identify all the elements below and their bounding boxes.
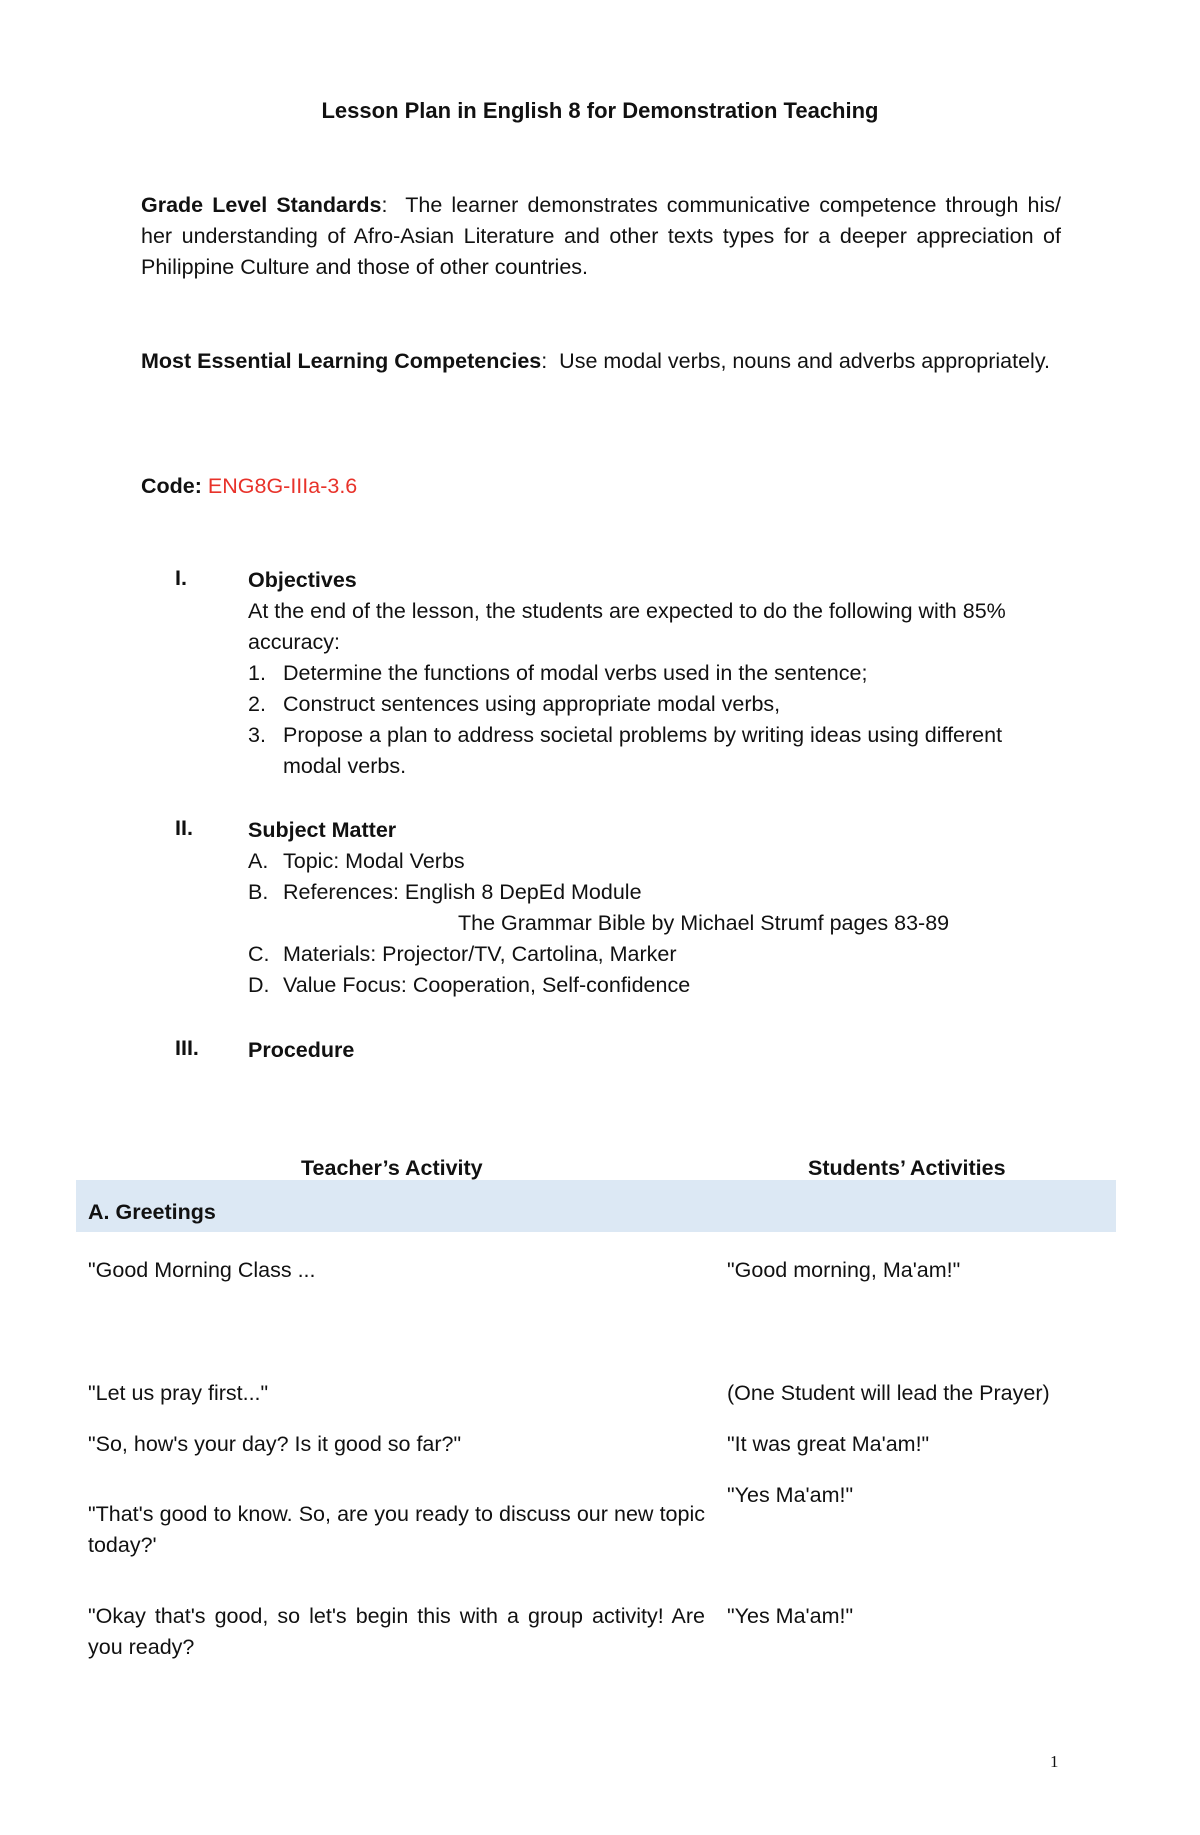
subject-matter-number: II.: [175, 816, 193, 840]
table-row-student: "Yes Ma'am!": [727, 1604, 854, 1628]
list-item: 2. Construct sentences using appropriate modal verbs,: [248, 692, 781, 716]
list-item: A. Topic: Modal Verbs: [248, 849, 465, 873]
procedure-title: Procedure: [248, 1038, 355, 1062]
page-number: 1: [1050, 1752, 1059, 1771]
table-row-teacher: "Good Morning Class ...: [88, 1258, 316, 1282]
list-item: C. Materials: Projector/TV, Cartolina, Marker: [248, 942, 677, 966]
list-item: D. Value Focus: Cooperation, Self-confidence: [248, 973, 691, 997]
list-item: 3. Propose a plan to address societal problems by writing ideas using different modal verbs.: [248, 723, 1003, 778]
table-row-student: "Yes Ma'am!": [727, 1483, 854, 1507]
section-band: [76, 1180, 1116, 1232]
teacher-activity-header: Teacher’s Activity: [301, 1156, 483, 1180]
grade-level-text: The learner demonstrates communicative competence through his/ her understanding of Afro-Asian Literature and other texts types for a deeper appreciation of Philippine Culture and those of other countries.: [141, 193, 1061, 279]
students-activities-header: Students’ Activities: [808, 1156, 1006, 1180]
procedure-section: [248, 1035, 1048, 1066]
subject-matter-section: [248, 815, 1048, 1001]
list-item: 1. Determine the functions of modal verbs used in the sentence;: [248, 661, 868, 685]
greetings-section-label: A. Greetings: [88, 1200, 216, 1224]
page-title: Lesson Plan in English 8 for Demonstration Teaching: [321, 98, 879, 123]
list-item: B. References: English 8 DepEd Module The Grammar Bible by Michael Strumf pages 83-89: [248, 880, 950, 935]
code-label: Code:: [141, 474, 202, 498]
table-row-teacher: "Let us pray first...": [88, 1381, 269, 1405]
grade-level-label: Grade Level Standards: [141, 193, 382, 217]
objectives-title: Objectives: [248, 568, 357, 592]
table-row-teacher: "Okay that's good, so let's begin this with a group activity! Are you ready?: [88, 1604, 705, 1659]
code-line: [141, 471, 1061, 502]
code-value: ENG8G-IIIa-3.6: [207, 474, 358, 498]
objectives-section: [248, 565, 1048, 782]
objectives-intro: At the end of the lesson, the students are expected to do the following with 85% accuracy:: [248, 599, 1006, 654]
grade-level-standards: Grade Level Standards: The learner demonstrates communicative competence through his/ her understanding of Afro-Asian Literature and other texts types for a deeper appreciation of Philippine Culture and those of other countries.: [141, 193, 1061, 279]
table-row-teacher: "So, how's your day? Is it good so far?": [88, 1432, 462, 1456]
melc-text: Use modal verbs, nouns and adverbs appropriately.: [559, 349, 1050, 373]
table-row-student: "Good morning, Ma'am!": [727, 1258, 961, 1282]
learning-competencies: Most Essential Learning Competencies: Use modal verbs, nouns and adverbs appropriately.: [141, 349, 1050, 373]
melc-label: Most Essential Learning Competencies: [141, 349, 542, 373]
procedure-number: III.: [175, 1036, 199, 1060]
subject-matter-title: Subject Matter: [248, 818, 397, 842]
table-row-student: "It was great Ma'am!": [727, 1432, 930, 1456]
table-row-student: (One Student will lead the Prayer): [727, 1381, 1050, 1405]
objectives-number: I.: [175, 566, 187, 590]
table-row-teacher: "That's good to know. So, are you ready to discuss our new topic today?': [88, 1502, 705, 1557]
